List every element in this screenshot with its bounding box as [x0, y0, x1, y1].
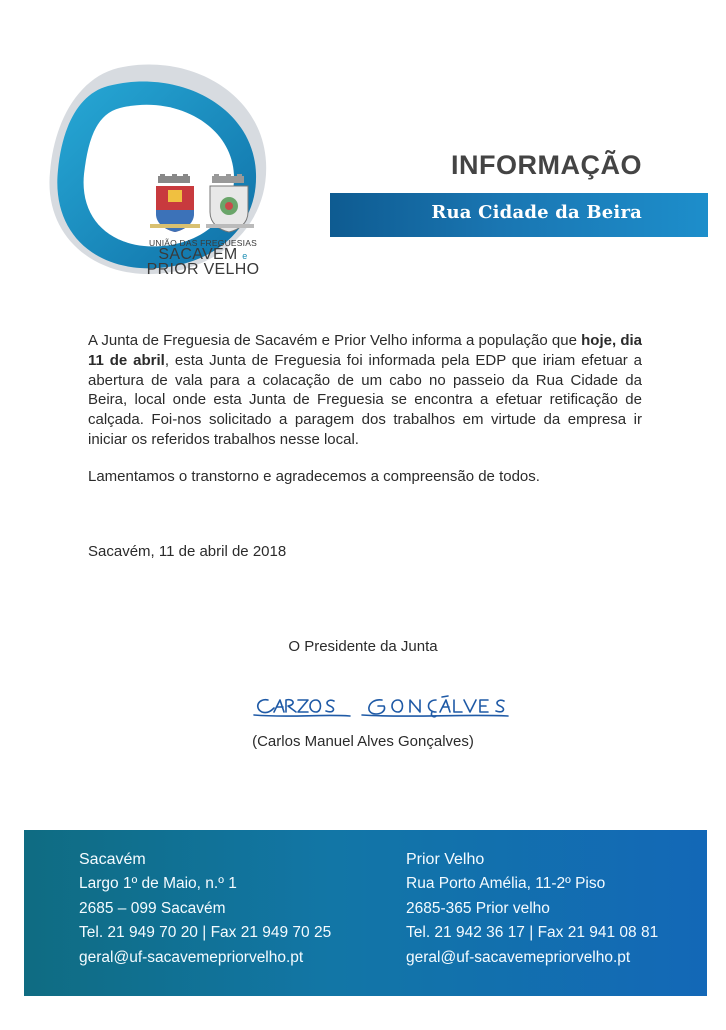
place-date: Sacavém, 11 de abril de 2018 — [88, 543, 287, 560]
notice-paragraph: A Junta de Freguesia de Sacavém e Prior Velho informa a população que hoje, dia 11 de abril, esta Junta de Freguesia foi informada pela EDP que iriam efetuar a abertura de vala para a colacação de um cabo no passeio da Rua Cidade da Beira, local onde esta Junta de Freguesia se encontra a efetuar retificação de calçada. Foi-nos solicitado a paragem dos trabalhos em virtude da empresa ir iniciar os referidos trabalhos nesse local. — [88, 332, 643, 448]
document-title: INFORMAÇÃO — [451, 150, 642, 180]
logo-wordmark — [140, 238, 266, 277]
footer-prior-velho — [406, 848, 658, 970]
handwritten-signature — [250, 692, 510, 731]
logo-line-prior-velho: PRIOR VELHO — [146, 261, 260, 278]
footer-email-sacavem[interactable]: geral@uf-sacavemepriorvelho.pt — [79, 948, 304, 966]
prior-velho-crest-icon — [206, 174, 254, 232]
footer-heading-prior-velho: Prior Velho — [406, 851, 485, 868]
footer-heading-sacavem: Sacavém — [79, 851, 146, 868]
signatory-role: O Presidente da Junta — [288, 638, 438, 655]
signatory-name: (Carlos Manuel Alves Gonçalves) — [252, 733, 474, 750]
logo-line-sacavem: SACAVÉM e — [158, 246, 248, 263]
logo-line-union: UNIÃO DAS FREGUESIAS — [149, 238, 257, 248]
contact-footer — [24, 830, 707, 996]
footer-email-prior-velho[interactable]: geral@uf-sacavemepriorvelho.pt — [406, 948, 631, 966]
sacavem-crest-icon — [150, 174, 200, 232]
subject-text: Rua Cidade da Beira — [431, 202, 642, 223]
union-logo — [48, 62, 270, 284]
footer-address-sacavem: Largo 1º de Maio, n.º 1 — [79, 875, 237, 893]
highlighted-date: hoje, dia 11 de abril — [88, 332, 643, 369]
logo-joiner: e — [242, 251, 248, 261]
footer-postal-prior-velho: 2685-365 Prior velho — [406, 899, 550, 917]
subject-banner — [330, 193, 708, 237]
footer-postal-sacavem: 2685 – 099 Sacavém — [79, 899, 226, 917]
closing-sentence: Lamentamos o transtorno e agradecemos a compreensão de todos. — [88, 468, 540, 485]
footer-phone-sacavem: Tel. 21 949 70 20 | Fax 21 949 70 25 — [79, 924, 332, 942]
footer-address-prior-velho: Rua Porto Amélia, 11-2º Piso — [406, 875, 606, 893]
footer-phone-prior-velho: Tel. 21 942 36 17 | Fax 21 941 08 81 — [406, 924, 659, 942]
footer-sacavem — [79, 848, 331, 970]
